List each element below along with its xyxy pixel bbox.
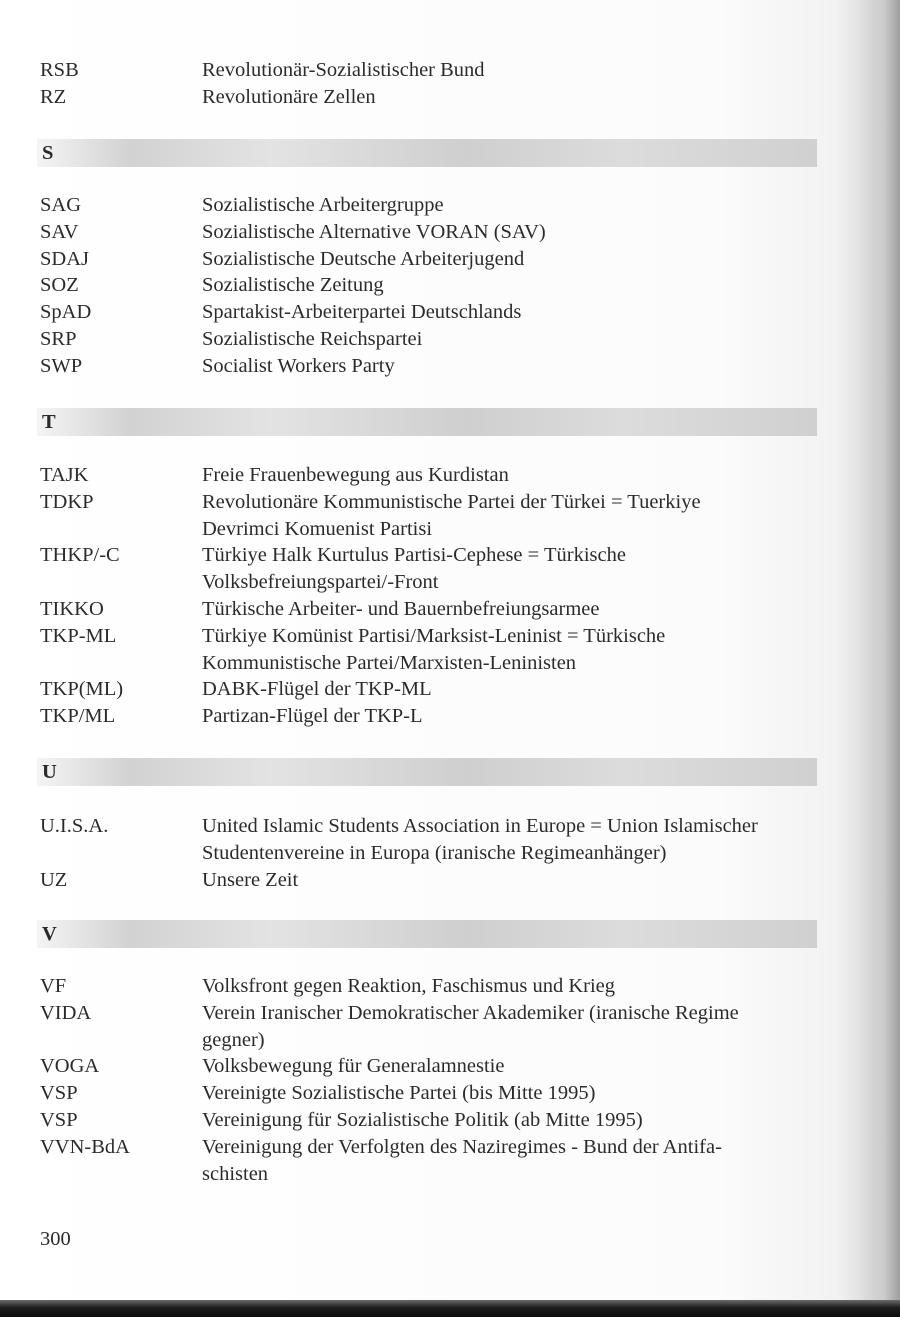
abbreviation [40, 840, 202, 867]
list-item [40, 353, 830, 380]
list-item [40, 57, 830, 84]
expansion: Freie Frauenbewegung aus Kurdistan [202, 464, 509, 486]
expansion: Volksfront gegen Reaktion, Faschismus und Krieg [202, 975, 615, 997]
letter-band-v [37, 920, 817, 948]
list-item [40, 1000, 830, 1027]
abbreviation: RSB [40, 59, 79, 81]
list-item [40, 973, 830, 1000]
section-letter-v: V [42, 923, 57, 945]
expansion: Vereinigung der Verfolgten des Naziregimes - Bund der Antifa- [202, 1135, 722, 1158]
list-item [40, 813, 830, 840]
expansion: DABK-Flügel der TKP-ML [202, 678, 432, 701]
expansion: Unsere Zeit [202, 868, 299, 891]
letter-band-u [37, 758, 817, 786]
abbreviation: SRP [40, 327, 77, 350]
page-edge-shadow [860, 0, 900, 1317]
abbreviation: SAV [40, 220, 79, 243]
letter-band-t [37, 408, 817, 436]
list-item-continuation [40, 516, 830, 543]
expansion: Sozialistische Reichspartei [202, 327, 423, 350]
abbreviation: VF [40, 975, 67, 997]
list-item [40, 623, 830, 650]
abbreviation: TKP/ML [40, 705, 116, 728]
abbreviation: SDAJ [40, 247, 89, 270]
list-item-continuation [40, 650, 830, 677]
abbreviation: U.I.S.A. [40, 815, 109, 837]
expansion: Revolutionär-Sozialistischer Bund [202, 59, 485, 81]
abbreviation: TAJK [40, 464, 89, 486]
section-r [40, 57, 830, 111]
list-item [40, 867, 830, 894]
abbreviation [40, 569, 202, 596]
expansion: Socialist Workers Party [202, 354, 395, 377]
section-letter-s: S [42, 142, 54, 164]
list-item [40, 219, 830, 246]
letter-band-s [37, 139, 817, 167]
abbreviation: VSP [40, 1082, 78, 1105]
expansion: Türkiye Halk Kurtulus Partisi-Cephese = Türkische [202, 544, 626, 567]
expansion: Devrimci Komuenist Partisi [202, 517, 433, 540]
expansion: schisten [202, 1162, 269, 1185]
list-item [40, 1107, 830, 1134]
list-item [40, 676, 830, 703]
expansion: United Islamic Students Association in Europe = Union Islamischer [202, 815, 758, 837]
abbreviation: SOZ [40, 274, 79, 297]
expansion: Sozialistische Zeitung [202, 274, 384, 297]
section-v [40, 973, 830, 1187]
expansion: Revolutionäre Kommunistische Partei der Türkei = Tuerkiye [202, 490, 701, 513]
abbreviation: RZ [40, 85, 67, 108]
abbreviation [40, 1161, 202, 1188]
expansion: Spartakist-Arbeiterpartei Deutschlands [202, 301, 522, 324]
abbreviation: SAG [40, 194, 82, 216]
section-u [40, 813, 830, 893]
abbreviation: TKP-ML [40, 624, 117, 647]
expansion: Verein Iranischer Demokratischer Akademiker (iranische Regime [202, 1001, 739, 1024]
abbreviation: TDKP [40, 490, 94, 513]
list-item [40, 489, 830, 516]
list-item [40, 542, 830, 569]
list-item [40, 1053, 830, 1080]
list-item [40, 192, 830, 219]
expansion: Türkische Arbeiter- und Bauernbefreiungsarmee [202, 597, 600, 620]
expansion: Sozialistische Arbeitergruppe [202, 194, 444, 216]
list-item [40, 272, 830, 299]
abbreviation [40, 516, 202, 543]
list-item-continuation [40, 1161, 830, 1188]
list-item [40, 246, 830, 273]
expansion: Kommunistische Partei/Marxisten-Leninisten [202, 651, 577, 674]
expansion: Sozialistische Deutsche Arbeiterjugend [202, 247, 525, 270]
abbreviation: TIKKO [40, 597, 104, 620]
expansion: Vereinigung für Sozialistische Politik (ab Mitte 1995) [202, 1108, 643, 1131]
section-s [40, 192, 830, 380]
abbreviation: VVN-BdA [40, 1135, 130, 1158]
section-t [40, 462, 830, 730]
expansion: Partizan-Flügel der TKP-L [202, 705, 423, 728]
list-item [40, 84, 830, 111]
abbreviation [40, 1027, 202, 1054]
abbreviation: TKP(ML) [40, 678, 124, 701]
list-item [40, 703, 830, 730]
expansion: gegner) [202, 1028, 265, 1051]
expansion: Volksbewegung für Generalamnestie [202, 1055, 505, 1078]
list-item [40, 1080, 830, 1107]
expansion: Volksbefreiungspartei/-Front [202, 571, 439, 594]
expansion: Sozialistische Alternative VORAN (SAV) [202, 220, 546, 243]
list-item [40, 1134, 830, 1161]
abbreviation: VIDA [40, 1001, 92, 1024]
page-number: 300 [40, 1228, 71, 1250]
abbreviation: UZ [40, 868, 68, 891]
abbreviation: SWP [40, 354, 83, 377]
section-letter-t: T [42, 411, 56, 433]
expansion: Vereinigte Sozialistische Partei (bis Mitte 1995) [202, 1082, 596, 1105]
list-item-continuation [40, 569, 830, 596]
list-item-continuation [40, 1027, 830, 1054]
abbreviation: VOGA [40, 1055, 100, 1078]
abbreviation: SpAD [40, 301, 92, 324]
section-letter-u: U [42, 761, 57, 783]
abbreviation [40, 650, 202, 677]
abbreviation: VSP [40, 1108, 78, 1131]
scan-bottom-edge [0, 1300, 900, 1317]
list-item-continuation [40, 840, 830, 867]
expansion: Revolutionäre Zellen [202, 85, 376, 108]
list-item [40, 326, 830, 353]
list-item [40, 596, 830, 623]
list-item [40, 462, 830, 489]
abbreviation: THKP/-C [40, 544, 120, 567]
list-item [40, 299, 830, 326]
expansion: Studentenvereine in Europa (iranische Regimeanhänger) [202, 841, 667, 864]
expansion: Türkiye Komünist Partisi/Marksist-Leninist = Türkische [202, 624, 666, 647]
